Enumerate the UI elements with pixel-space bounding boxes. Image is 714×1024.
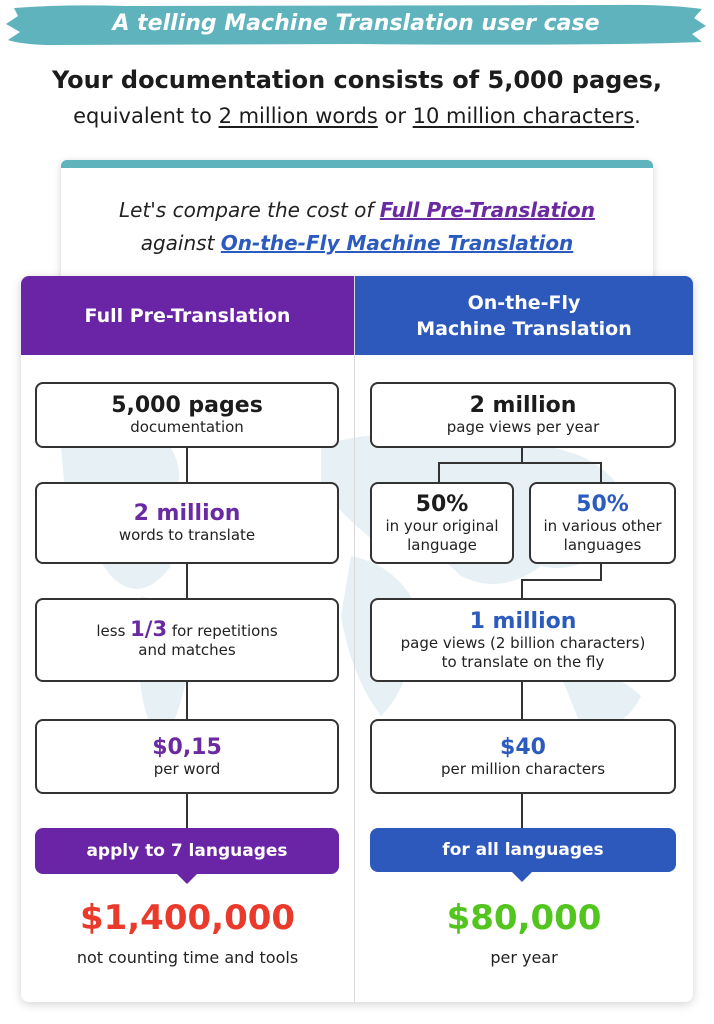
pill-pointer — [512, 872, 532, 882]
on-the-fly-link: On-the-Fly Machine Translation — [220, 231, 574, 255]
full-pre-translation-link: Full Pre-Translation — [379, 198, 595, 222]
translate-on-fly-label-1: page views (2 billion characters) — [400, 633, 646, 652]
connector-line — [186, 793, 188, 829]
translate-on-fly-box — [370, 598, 676, 682]
words-label: words to translate — [118, 526, 256, 544]
repetitions-text: less — [96, 622, 131, 640]
original-language-label-2: language — [407, 535, 477, 554]
translate-on-fly-label-2: to translate on the fly — [441, 652, 605, 671]
full-pre-translation-total: $1,400,000 — [79, 898, 296, 938]
repetitions-line2: and matches — [138, 641, 236, 659]
title-banner — [6, 2, 706, 46]
other-languages-label-1: in various other — [543, 516, 662, 535]
banner-title: A telling Machine Translation user case — [112, 11, 600, 36]
compare-card — [61, 160, 653, 284]
intro-text: or — [377, 104, 413, 128]
connector-line — [521, 579, 523, 599]
pages-label: documentation — [130, 418, 244, 436]
price-per-million-value: $40 — [500, 734, 546, 760]
connector-line — [521, 682, 523, 720]
apply-languages-pill: apply to 7 languages — [35, 828, 339, 874]
original-language-label-1: in your original — [385, 516, 499, 535]
price-per-word-box — [35, 719, 339, 794]
fraction-value: 1/3 — [130, 617, 168, 641]
intro-text: . — [634, 104, 641, 128]
characters-count-text: 10 million characters — [412, 104, 635, 128]
total-period: per year — [490, 948, 558, 967]
intro-headline: Your documentation consists of 5,000 pages, — [51, 66, 663, 94]
page-views-box — [370, 382, 676, 448]
comparison-card — [21, 276, 693, 1002]
price-per-word-value: $0,15 — [152, 734, 222, 760]
original-language-percent: 50% — [415, 491, 469, 517]
price-per-million-label: per million characters — [440, 759, 606, 778]
connector-line — [186, 563, 188, 599]
column-divider — [354, 276, 355, 1002]
connector-line — [186, 446, 188, 484]
page-views-value: 2 million — [469, 393, 577, 418]
pages-value: 5,000 pages — [111, 393, 263, 418]
other-languages-label-2: languages — [563, 535, 642, 554]
compare-text-part: against — [140, 231, 221, 255]
header-line: Machine Translation — [416, 317, 632, 340]
on-the-fly-header — [355, 276, 693, 355]
connector-line — [438, 462, 602, 464]
repetitions-line1 — [96, 617, 278, 641]
all-languages-pill: for all languages — [370, 828, 676, 872]
pill-pointer — [177, 874, 197, 884]
connector-line — [438, 462, 440, 484]
pages-box — [35, 382, 339, 448]
other-languages-box — [529, 482, 676, 564]
full-pre-translation-header: Full Pre-Translation — [21, 276, 354, 355]
words-box — [35, 482, 339, 564]
price-per-word-label: per word — [153, 759, 221, 778]
words-count-text: 2 million words — [218, 104, 378, 128]
connector-line — [186, 682, 188, 720]
words-value: 2 million — [133, 501, 241, 526]
connector-line — [521, 793, 523, 829]
header-line: On-the-Fly — [467, 291, 581, 314]
repetitions-box — [35, 598, 339, 682]
translate-on-fly-value: 1 million — [469, 608, 577, 634]
intro-text: equivalent to — [73, 104, 219, 128]
total-note: not counting time and tools — [76, 948, 299, 967]
other-languages-percent: 50% — [576, 491, 629, 517]
original-language-box — [370, 482, 514, 564]
repetitions-text: for repetitions — [167, 622, 278, 640]
page-views-label: page views per year — [446, 418, 600, 436]
connector-line — [521, 579, 602, 581]
price-per-million-box — [370, 719, 676, 794]
intro-subline — [0, 104, 714, 128]
on-the-fly-total: $80,000 — [446, 898, 602, 938]
compare-text-part: Let's compare the cost of — [119, 198, 380, 222]
compare-text — [61, 194, 653, 260]
connector-line — [600, 462, 602, 484]
